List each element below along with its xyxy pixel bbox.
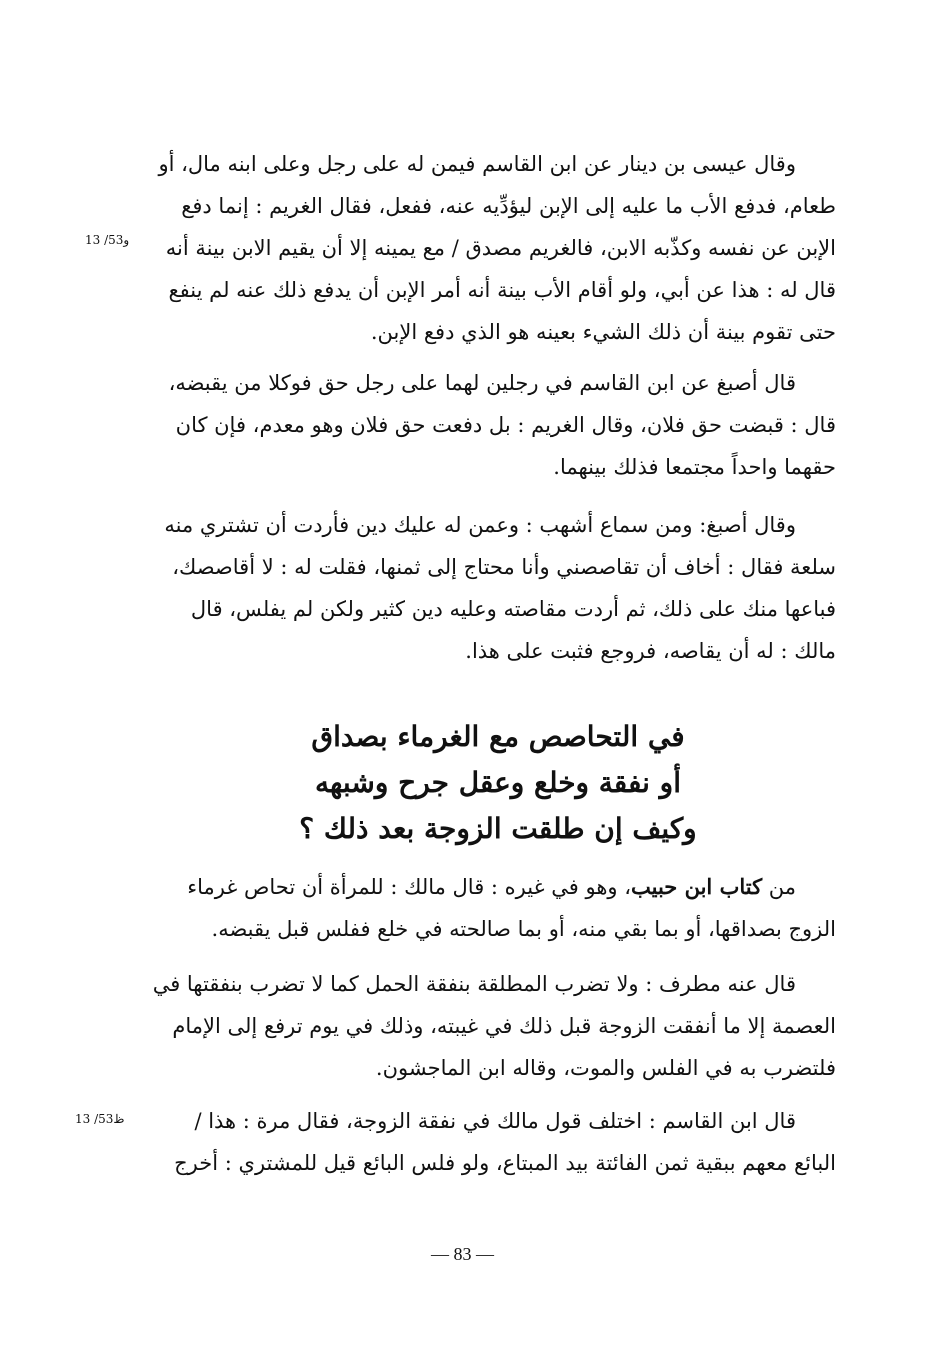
section-heading [160, 714, 836, 852]
text-fragment: ، وهو في غيره : قال مالك : للمرأة أن تحاص غرماء [187, 875, 631, 899]
page-number: — 83 — [431, 1244, 494, 1264]
heading-line: في التحاصص مع الغرماء بصداق [311, 720, 685, 753]
text-line: قال ابن القاسم : اختلف قول مالك في نفقة الزوجة، فقال مرة : هذا / [194, 1109, 796, 1133]
heading-line: أو نفقة وخلع وعقل جرح وشبهه [315, 766, 681, 799]
margin-reference-2: 13 /53ظ [75, 1112, 125, 1126]
paragraph-5 [152, 963, 836, 1089]
paragraph-2 [160, 362, 836, 488]
text-line: الزوج بصداقها، أو بما بقي منه، أو بما صالحته في خلع ففلس قبل يقبضه. [211, 917, 836, 941]
text-line: مالك : له أن يقاصه، فروجع فثبت على هذا. [465, 639, 836, 663]
heading-line: وكيف إن طلقت الزوجة بعد ذلك ؟ [299, 812, 697, 845]
text-line: الإبن عن نفسه وكذّبه الابن، فالغريم مصدق / مع يمينه إلا أن يقيم الابن بينة أنه [165, 236, 836, 260]
text-line: فلتضرب به في الفلس والموت، وقاله ابن الماجشون. [375, 1056, 836, 1080]
text-line: العصمة إلا ما أنفقت الزوجة قبل ذلك في غيبته، وذلك في يوم ترفع إلى الإمام [172, 1014, 836, 1038]
text-line: حتى تقوم بينة أن ذلك الشيء بعينه هو الذي دفع الإبن. [370, 320, 836, 344]
text-line: فباعها منك على ذلك، ثم أردت مقاصته وعليه دين كثير ولكن لم يفلس، قال [190, 597, 836, 621]
text-line: البائع معهم ببقية ثمن الفائتة بيد المبتاع، ولو فلس البائع قيل للمشتري : أخرج [174, 1151, 836, 1175]
text-fragment: من [762, 875, 796, 899]
paragraph-4 [160, 866, 836, 950]
text-line: قال : قبضت حق فلان، وقال الغريم : بل دفعت حق فلان وهو معدم، فإن كان [175, 413, 836, 437]
paragraph-1 [160, 143, 836, 353]
text-line: وقال عيسى بن دينار عن ابن القاسم فيمن له على رجل وعلى ابنه مال، أو [158, 152, 796, 176]
text-line: طعام، فدفع الأب ما عليه إلى الإبن ليؤدِّيه عنه، ففعل، فقال الغريم : إنما دفع [181, 194, 836, 218]
margin-reference-1: 13 /53و [85, 233, 130, 247]
text-line: سلعة فقال : أخاف أن تقاصصني وأنا محتاج إلى ثمنها، فقلت له : لا أقاصصك، [172, 555, 836, 579]
book-title: كتاب ابن حبيب [631, 874, 763, 899]
text-line: وقال أصبغ: ومن سماع أشهب : وعمن له عليك دين فأردت أن تشتري منه [164, 513, 796, 537]
paragraph-6 [160, 1100, 836, 1184]
paragraph-3 [160, 504, 836, 672]
text-line: قال له : هذا عن أبي، ولو أقام الأب بينة أنه أمر الإبن أن يدفع ذلك عنه لم ينفع [168, 278, 836, 302]
text-line [160, 866, 836, 908]
text-line: حقهما واحداً مجتمعا فذلك بينهما. [553, 455, 836, 479]
text-line: قال عنه مطرف : ولا تضرب المطلقة بنفقة الحمل كما لا تضرب بنفقتها في [152, 972, 796, 996]
text-line: قال أصبغ عن ابن القاسم في رجلين لهما على رجل حق فوكلا من يقبضه، [168, 371, 796, 395]
